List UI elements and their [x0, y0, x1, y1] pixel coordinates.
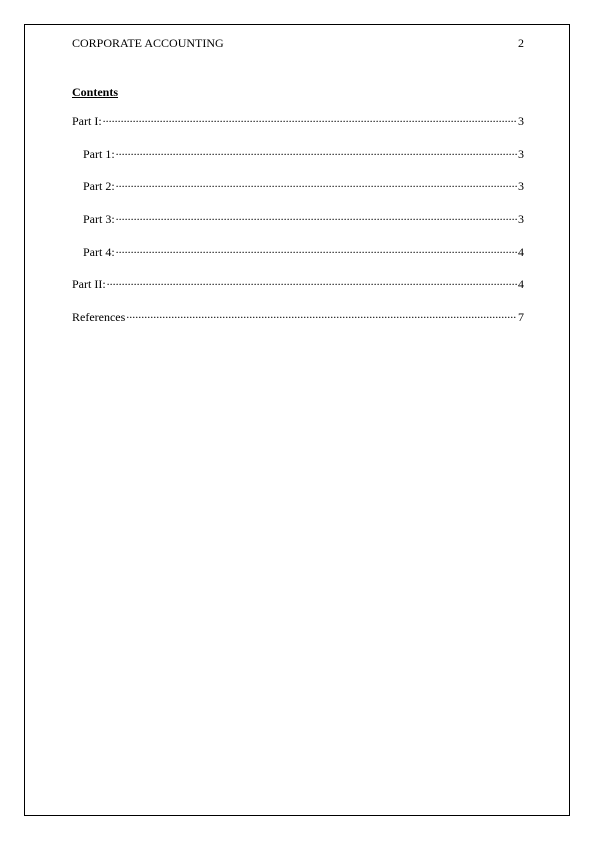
header-page-number: 2 — [518, 36, 524, 50]
toc-entry-part-4[interactable] — [72, 242, 524, 259]
header-title: CORPORATE ACCOUNTING — [72, 36, 224, 50]
toc-entry-part-2[interactable] — [72, 176, 524, 194]
toc-entry-label: Part 3: — [83, 212, 115, 227]
toc-entry-label: Part 4: — [83, 244, 115, 259]
toc-dot-leader — [116, 144, 517, 158]
toc-entry-references[interactable] — [72, 307, 524, 325]
toc-entry-page: 3 — [518, 146, 524, 161]
toc-dot-leader — [126, 307, 517, 321]
toc-entry-page: 4 — [518, 244, 524, 259]
table-of-contents — [72, 111, 524, 340]
toc-entry-part-1[interactable] — [72, 144, 524, 161]
toc-dot-leader — [116, 242, 517, 256]
toc-entry-page: 3 — [518, 179, 524, 194]
toc-dot-leader — [116, 176, 517, 190]
toc-entry-page: 4 — [518, 277, 524, 292]
toc-dot-leader — [103, 111, 517, 125]
toc-entry-part-3[interactable] — [72, 209, 524, 227]
toc-heading: Contents — [72, 85, 119, 99]
toc-entry-part-i[interactable] — [72, 111, 524, 128]
toc-entry-part-ii[interactable] — [72, 274, 524, 292]
toc-entry-label: Part II: — [72, 277, 106, 292]
toc-entry-label: References — [72, 310, 126, 325]
toc-dot-leader — [107, 274, 517, 288]
toc-entry-page: 3 — [518, 114, 524, 128]
toc-entry-label: Part 1: — [83, 146, 115, 161]
toc-entry-label: Part 2: — [83, 179, 115, 194]
toc-dot-leader — [116, 209, 517, 223]
toc-entry-page: 7 — [518, 310, 524, 325]
toc-entry-label: Part I: — [72, 114, 102, 128]
toc-entry-page: 3 — [518, 212, 524, 227]
page-header — [72, 35, 524, 51]
